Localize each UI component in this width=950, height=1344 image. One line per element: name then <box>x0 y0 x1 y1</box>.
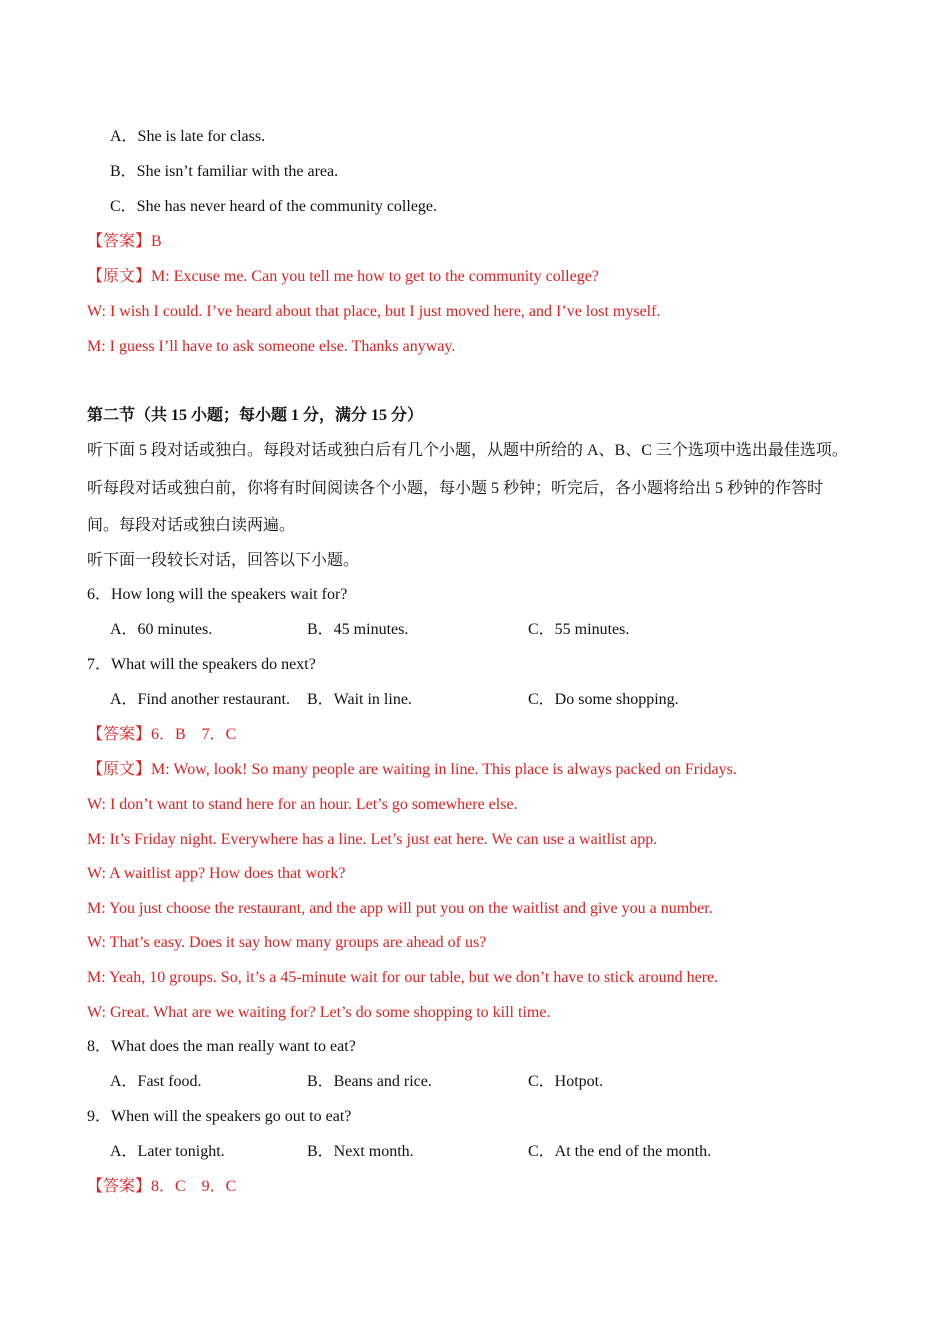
q8-option-b: B．Beans and rice. <box>307 1073 432 1090</box>
q5-option-a: A．She is late for class. <box>110 128 266 145</box>
q5-transcript-line: W: I wish I could. I’ve heard about that place, but I just moved here, and I’ve lost myself. <box>87 303 661 320</box>
q6-option-a: A．60 minutes. <box>110 621 213 638</box>
q6-7-answer: 【答案】6．B 7．C <box>87 726 237 743</box>
q5-option-c: C．She has never heard of the community college. <box>110 198 438 215</box>
q8-option-a: A．Fast food. <box>110 1073 202 1090</box>
q5-answer: 【答案】B <box>87 233 162 250</box>
q9-option-c: C．At the end of the month. <box>528 1143 712 1160</box>
q5-transcript-line: M: I guess I’ll have to ask someone else. Thanks anyway. <box>87 338 456 355</box>
q6-7-transcript-line: M: You just choose the restaurant, and the app will put you on the waitlist and give you a number. <box>87 900 713 917</box>
q6-7-transcript-line: 【原文】M: Wow, look! So many people are waiting in line. This place is always packed on Fridays. <box>87 761 737 778</box>
q8-9-answer: 【答案】8．C 9．C <box>87 1178 237 1195</box>
q6-7-transcript-line: M: It’s Friday night. Everywhere has a line. Let’s just eat here. We can use a waitlist app. <box>87 831 658 848</box>
dialogue-prompt: 听下面一段较长对话，回答以下小题。 <box>87 552 360 569</box>
q7-option-c: C．Do some shopping. <box>528 691 679 708</box>
q5-option-b: B．She isn’t familiar with the area. <box>110 163 339 180</box>
q6-option-b: B．45 minutes. <box>307 621 409 638</box>
q6-7-transcript-line: W: I don’t want to stand here for an hour. Let’s go somewhere else. <box>87 796 518 813</box>
q5-transcript-line: 【原文】M: Excuse me. Can you tell me how to get to the community college? <box>87 268 599 285</box>
q9-option-a: A．Later tonight. <box>110 1143 225 1160</box>
section-instructions: 听下面 5 段对话或独白。每段对话或独白后有几个小题，从题中所给的 A、B、C 三个选项中选出最佳选项。 <box>87 442 848 459</box>
question-6-stem: 6．How long will the speakers wait for? <box>87 586 348 603</box>
q6-7-transcript-line: W: Great. What are we waiting for? Let’s do some shopping to kill time. <box>87 1004 551 1021</box>
question-9-stem: 9．When will the speakers go out to eat? <box>87 1108 352 1125</box>
question-8-stem: 8．What does the man really want to eat? <box>87 1038 356 1055</box>
section-instructions: 间。每段对话或独白读两遍。 <box>87 517 296 534</box>
q6-7-transcript-line: W: A waitlist app? How does that work? <box>87 865 346 882</box>
section-instructions: 听每段对话或独白前，你将有时间阅读各个小题，每小题 5 秒钟；听完后，各小题将给出 5 秒钟的作答时 <box>87 480 824 497</box>
section-heading: 第二节（共 15 小题；每小题 1 分，满分 15 分） <box>87 407 424 424</box>
q7-option-a: A．Find another restaurant. <box>110 691 290 708</box>
q8-option-c: C．Hotpot. <box>528 1073 604 1090</box>
question-7-stem: 7．What will the speakers do next? <box>87 656 316 673</box>
q7-option-b: B．Wait in line. <box>307 691 412 708</box>
q9-option-b: B．Next month. <box>307 1143 414 1160</box>
q6-7-transcript-line: W: That’s easy. Does it say how many groups are ahead of us? <box>87 934 487 951</box>
q6-7-transcript-line: M: Yeah, 10 groups. So, it’s a 45-minute wait for our table, but we don’t have to stick around here. <box>87 969 719 986</box>
q6-option-c: C．55 minutes. <box>528 621 630 638</box>
